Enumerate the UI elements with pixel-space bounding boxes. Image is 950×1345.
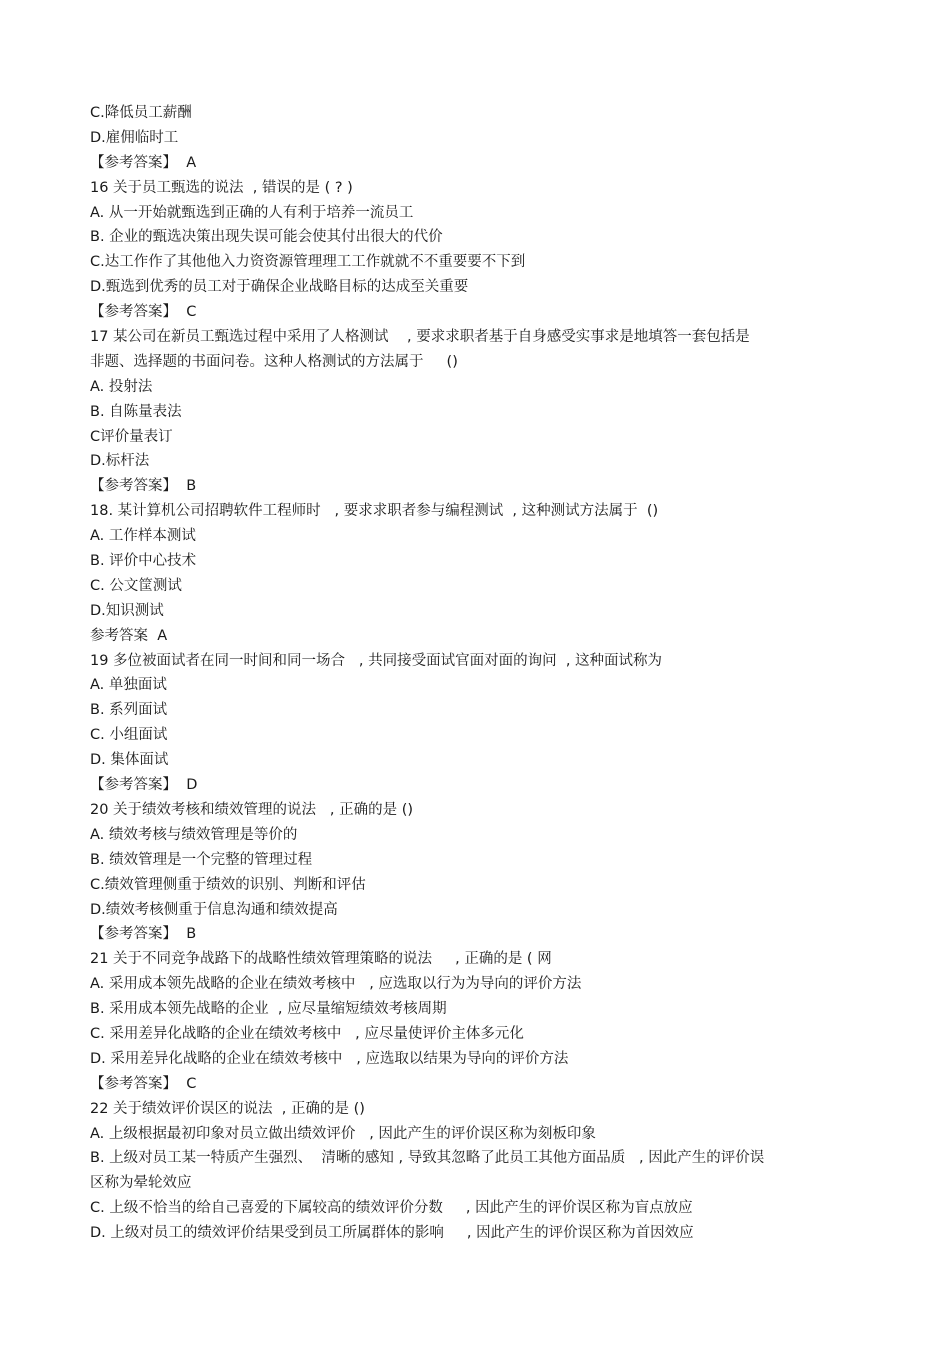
option-line: C评价量表订: [90, 428, 173, 445]
question-line: 非题、选择题的书面问卷。这种人格测试的方法属于 (): [90, 353, 458, 370]
option-line: B. 采用成本领先战略的企业 , 应尽量缩短绩效考核周期: [90, 1001, 447, 1018]
option-line: 区称为晕轮效应: [90, 1175, 192, 1192]
document-page: [90, 101, 860, 1246]
question-line: 16 关于员工甄选的说法 , 错误的是 ( ? ): [90, 179, 353, 196]
question-line: 20 关于绩效考核和绩效管理的说法 , 正确的是 (): [90, 801, 414, 818]
option-line: A. 投射法: [90, 378, 153, 395]
option-line: D.标杆法: [90, 453, 150, 470]
option-line: C.绩效管理侧重于绩效的识别、判断和评估: [90, 876, 366, 893]
option-line: C. 上级不恰当的给自己喜爱的下属较高的绩效评价分数 , 因此产生的评价误区称为盲点放应: [90, 1200, 693, 1217]
option-line: D.知识测试: [90, 602, 164, 619]
question-line: 21 关于不同竞争战路下的战略性绩效管理策略的说法 , 正确的是 ( 网: [90, 951, 552, 968]
option-line: B. 上级对员工某一特质产生强烈、 清晰的感知 , 导致其忽略了此员工其他方面品质 , 因此产生的评价误: [90, 1150, 765, 1167]
option-line: D.雇佣临时工: [90, 129, 179, 146]
option-line: A. 绩效考核与绩效管理是等价的: [90, 826, 298, 843]
option-line: D. 上级对员工的绩效评价结果受到员工所属群体的影响 , 因此产生的评价误区称为首因效应: [90, 1225, 694, 1242]
answer-line: 【参考答案】 A: [90, 154, 197, 171]
option-line: D. 采用差异化战略的企业在绩效考核中 , 应选取以结果为导向的评价方法: [90, 1050, 569, 1067]
option-line: B. 绩效管理是一个完整的管理过程: [90, 851, 313, 868]
option-line: D.绩效考核侧重于信息沟通和绩效提高: [90, 901, 338, 918]
question-line: 19 多位被面试者在同一时间和同一场合 , 共同接受面试官面对面的询问 , 这种面试称为: [90, 652, 663, 669]
option-line: D. 集体面试: [90, 752, 169, 769]
option-line: A. 采用成本领先战略的企业在绩效考核中 , 应选取以行为为导向的评价方法: [90, 976, 582, 993]
option-line: C.达工作作了其他他入力资资源管理理工工作就就不不重要要不下到: [90, 254, 526, 271]
option-line: C. 采用差异化战略的企业在绩效考核中 , 应尽量使评价主体多元化: [90, 1025, 524, 1042]
answer-line: 【参考答案】 C: [90, 304, 197, 321]
option-line: C.降低员工薪酬: [90, 105, 192, 121]
question-line: 17 某公司在新员工甄选过程中采用了人格测试 , 要求求职者基于自身感受实事求是地填答一套包括是: [90, 329, 750, 346]
option-line: B. 系列面试: [90, 702, 168, 719]
option-line: A. 单独面试: [90, 677, 167, 694]
option-line: C. 小组面试: [90, 727, 168, 744]
option-line: A. 上级根据最初印象对员立做出绩效评价 , 因此产生的评价误区称为刻板印象: [90, 1125, 596, 1142]
question-line: 18. 某计算机公司招聘软件工程师时 , 要求求职者参与编程测试 , 这种测试方法属于 (): [90, 503, 659, 520]
option-line: B. 企业的甄选决策出现失误可能会使其付出很大的代价: [90, 229, 443, 246]
answer-line: 【参考答案】 D: [90, 777, 198, 794]
answer-line: 参考答案 A: [90, 627, 168, 644]
answer-line: 【参考答案】 B: [90, 478, 197, 495]
option-line: B. 自陈量表法: [90, 403, 182, 420]
option-line: C. 公文筐测试: [90, 577, 182, 594]
option-line: B. 评价中心技术: [90, 553, 197, 570]
option-line: D.甄选到优秀的员工对于确保企业战略目标的达成至关重要: [90, 279, 469, 296]
option-line: A. 从一开始就甄选到正确的人有利于培养一流员工: [90, 204, 414, 221]
question-line: 22 关于绩效评价误区的说法 , 正确的是 (): [90, 1100, 365, 1117]
answer-line: 【参考答案】 B: [90, 926, 197, 943]
answer-line: 【参考答案】 C: [90, 1075, 197, 1092]
option-line: A. 工作样本测试: [90, 528, 196, 545]
